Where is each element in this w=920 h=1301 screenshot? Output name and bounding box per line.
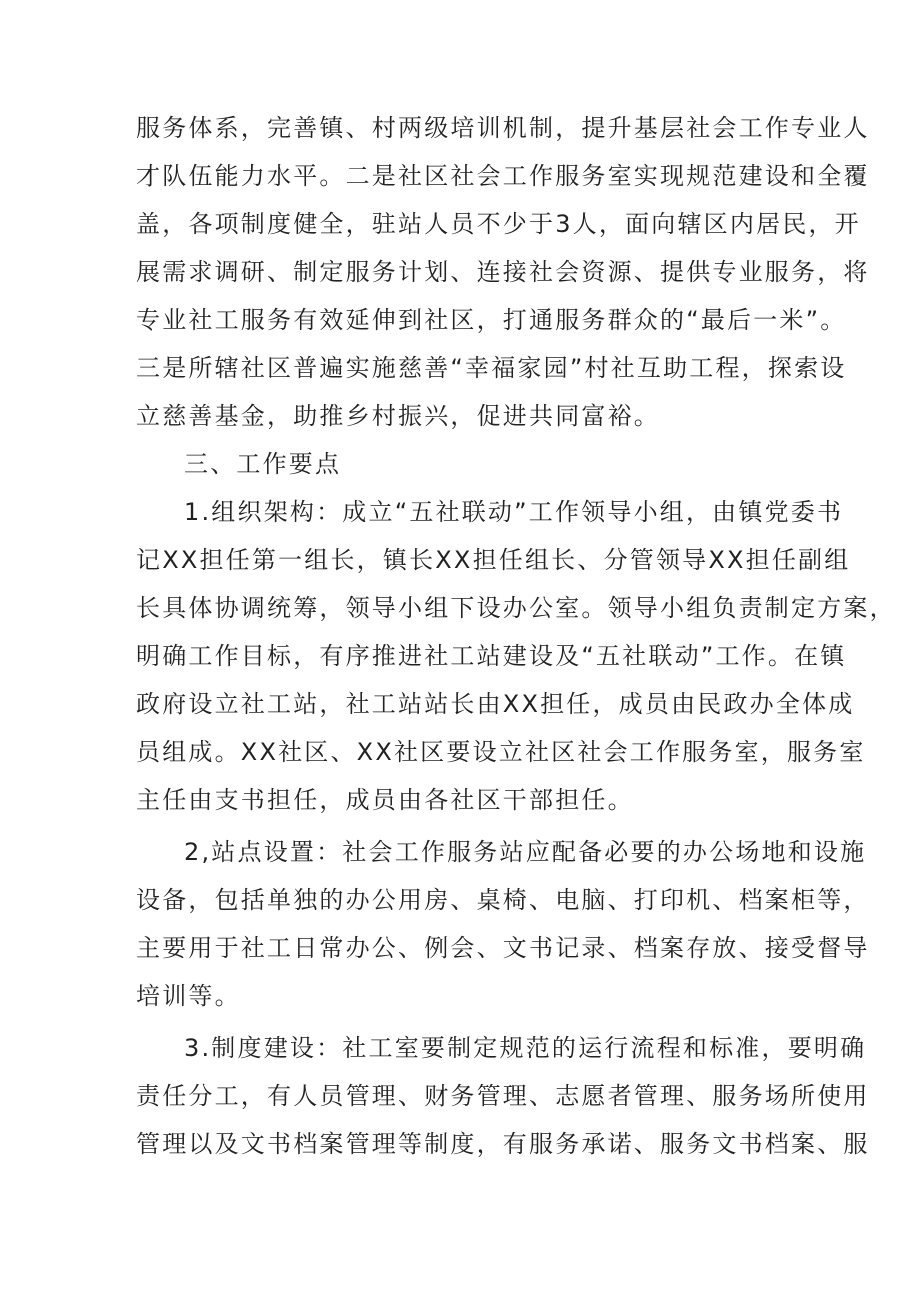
section-heading: 三、工作要点 <box>184 450 342 478</box>
text-line: 设备，包括单独的办公用房、桌椅、电脑、打印机、档案柜等， <box>136 886 870 914</box>
text-line: 长具体协调统筹，领导小组下设办公室。领导小组负责制定方案， <box>136 594 896 622</box>
text-line: 三是所辖社区普遍实施慈善“幸福家园”村社互助工程，探索设 <box>136 354 847 382</box>
text-line: 明确工作目标，有序推进社工站建设及“五社联动”工作。在镇 <box>136 642 847 670</box>
text-line: 2,站点设置：社会工作服务站应配备必要的办公场地和设施 <box>184 838 867 866</box>
text-line: 培训等。 <box>136 982 241 1010</box>
text-line: 展需求调研、制定服务计划、连接社会资源、提供专业服务，将 <box>136 258 870 286</box>
text-line: 3.制度建设：社工室要制定规范的运行流程和标准，要明确 <box>184 1034 867 1062</box>
text-line: 政府设立社工站，社工站站长由XX担任，成员由民政办全体成 <box>136 690 855 718</box>
text-line: 1.组织架构：成立“五社联动”工作领导小组，由镇党委书 <box>184 498 844 526</box>
text-line: 管理以及文书档案管理等制度，有服务承诺、服务文书档案、服 <box>136 1130 870 1158</box>
text-line: 盖，各项制度健全，驻站人员不少于3人，面向辖区内居民，开 <box>136 210 861 238</box>
text-line: 服务体系，完善镇、村两级培训机制，提升基层社会工作专业人 <box>136 114 870 142</box>
text-line: 记XX担任第一组长，镇长XX担任组长、分管领导XX担任副组 <box>136 546 851 574</box>
text-line: 员组成。XX社区、XX社区要设立社区社会工作服务室，服务室 <box>136 738 866 766</box>
text-line: 专业社工服务有效延伸到社区，打通服务群众的“最后一米”。 <box>136 306 847 334</box>
text-line: 才队伍能力水平。二是社区社会工作服务室实现规范建设和全覆 <box>136 162 870 190</box>
text-line: 责任分工，有人员管理、财务管理、志愿者管理、服务场所使用 <box>136 1082 870 1110</box>
text-line: 立慈善基金，助推乡村振兴，促进共同富裕。 <box>136 402 660 430</box>
text-line: 主要用于社工日常办公、例会、文书记录、档案存放、接受督导 <box>136 934 870 962</box>
text-line: 主任由支书担任，成员由各社区干部担任。 <box>136 786 634 814</box>
